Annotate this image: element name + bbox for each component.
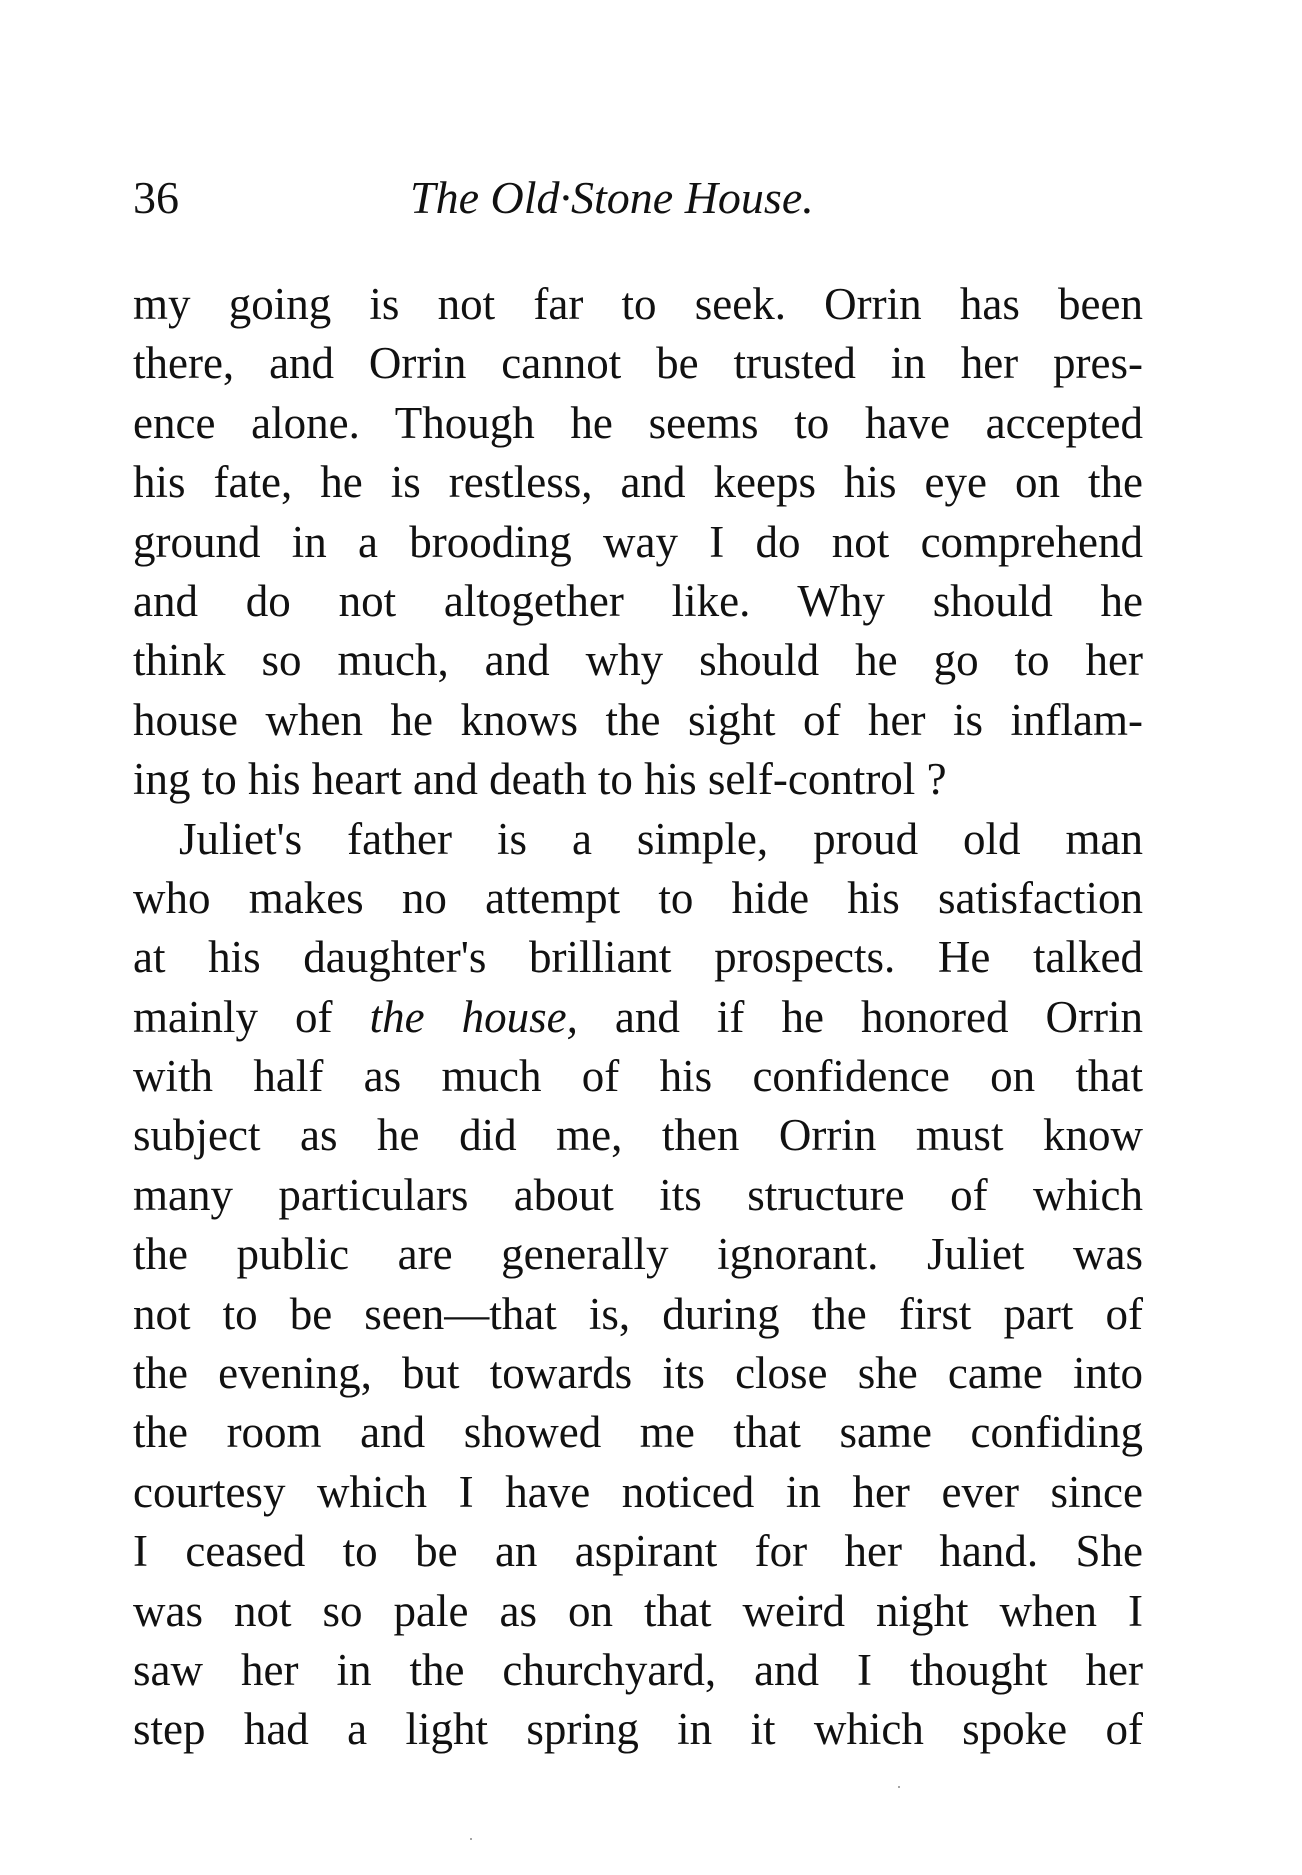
text-line-with-italic bbox=[133, 988, 1143, 1047]
text-line: think so much, and why should he go to her bbox=[133, 635, 1143, 686]
text-line: who makes no attempt to hide his satisfaction bbox=[133, 872, 1143, 923]
text-line: house when he knows the sight of her is inflam- bbox=[133, 694, 1143, 745]
text-line: courtesy which I have noticed in her ever since bbox=[133, 1466, 1143, 1517]
scan-speck bbox=[470, 1838, 472, 1840]
running-title: The Old·Stone House. bbox=[410, 172, 814, 223]
text-line: there, and Orrin cannot be trusted in her pres- bbox=[133, 338, 1143, 389]
text-line: the room and showed me that same confiding bbox=[133, 1407, 1143, 1458]
italic-phrase: the house, bbox=[369, 991, 578, 1042]
text-line: my going is not far to seek. Orrin has been bbox=[133, 279, 1143, 329]
text-line: saw her in the churchyard, and I thought her bbox=[133, 1644, 1143, 1695]
text-line: step had a light spring in it which spoke of bbox=[133, 1704, 1143, 1755]
text-line: subject as he did me, then Orrin must know bbox=[133, 1110, 1143, 1161]
text-segment: and if he honored Orrin bbox=[577, 991, 1143, 1042]
page-number: 36 bbox=[133, 172, 179, 223]
paragraph-first-line: Juliet's father is a simple, proud old man bbox=[179, 813, 1143, 864]
paragraph-last-line: ing to his heart and death to his self-control ? bbox=[133, 754, 947, 805]
scan-speck bbox=[898, 1786, 900, 1788]
text-line: ence alone. Though he seems to have accepted bbox=[133, 397, 1143, 448]
text-line: his fate, he is restless, and keeps his eye on the bbox=[133, 457, 1143, 508]
text-line: I ceased to be an aspirant for her hand. She bbox=[133, 1526, 1143, 1577]
text-line: was not so pale as on that weird night when I bbox=[133, 1585, 1143, 1636]
running-header bbox=[133, 168, 1143, 238]
text-line: the public are generally ignorant. Juliet was bbox=[133, 1229, 1143, 1280]
text-line: and do not altogether like. Why should he bbox=[133, 575, 1143, 626]
text-line: ground in a brooding way I do not comprehend bbox=[133, 516, 1143, 567]
text-line: not to be seen—that is, during the first part of bbox=[133, 1288, 1143, 1339]
body-text bbox=[133, 275, 1143, 1760]
text-line: many particulars about its structure of which bbox=[133, 1169, 1143, 1220]
text-line: at his daughter's brilliant prospects. He talked bbox=[133, 932, 1143, 983]
text-segment: mainly of bbox=[133, 991, 370, 1042]
text-line: with half as much of his confidence on that bbox=[133, 1051, 1143, 1102]
text-line: the evening, but towards its close she came into bbox=[133, 1348, 1143, 1399]
